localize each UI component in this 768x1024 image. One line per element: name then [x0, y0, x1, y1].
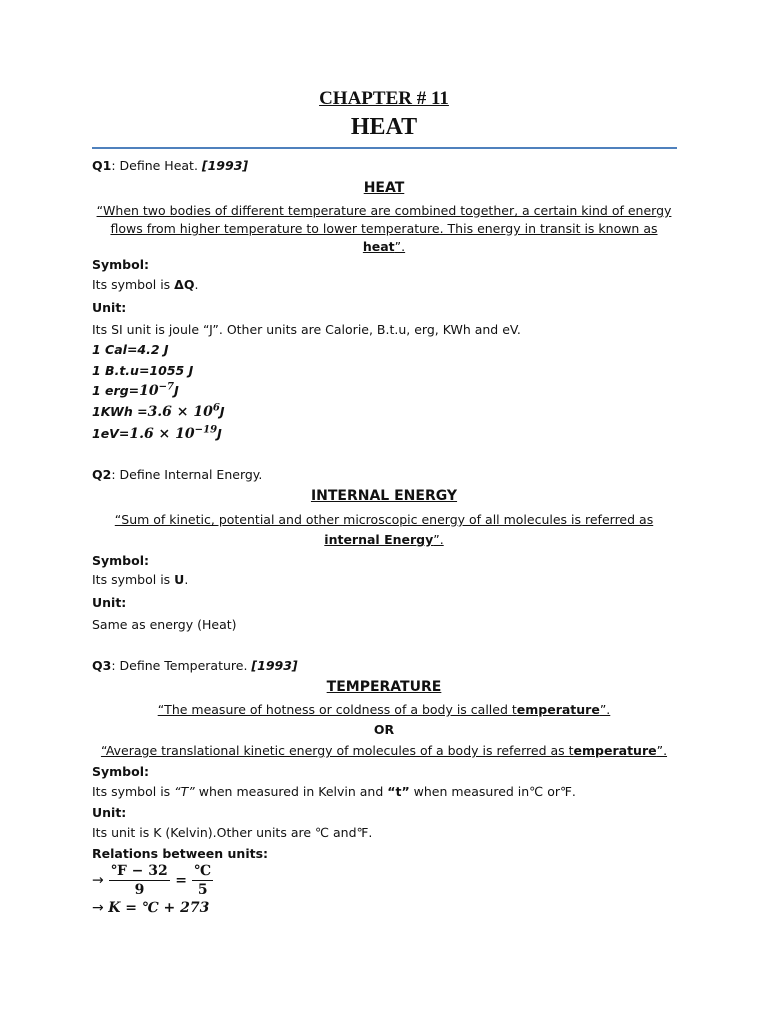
symbol-line — [92, 277, 198, 292]
question-2 — [92, 467, 262, 482]
or-separator: OR — [373, 722, 395, 737]
definition-term: heat — [362, 239, 395, 254]
question-text: : Define Temperature. — [111, 658, 252, 673]
unit-text: Its unit is K (Kelvin).Other units are ℃ and℉. — [92, 825, 373, 840]
symbol-celsius: “t” — [387, 784, 410, 799]
question-label: Q1 — [92, 158, 112, 173]
header-divider — [92, 147, 677, 149]
conversion-ev — [92, 426, 222, 442]
symbol-text: Its symbol is — [92, 277, 175, 292]
question-3 — [92, 658, 298, 673]
symbol-line: Its symbol is “T” when measured in Kelvin and “t” when measured in℃ or℉. — [92, 784, 576, 799]
symbol-end: . — [184, 572, 189, 587]
definition-line: “Average translational kinetic energy of molecules of a body is referred as temperature”. — [100, 743, 668, 758]
definition-term: internal Energy — [324, 532, 434, 547]
arrow-icon: → — [92, 900, 104, 916]
chapter-number: CHAPTER # 11 — [319, 88, 449, 109]
question-year: [1993] — [251, 658, 298, 673]
conversion-cal: 1 Cal=4.2 J — [92, 342, 169, 357]
definition-close: ”. — [433, 532, 444, 547]
question-label: Q3 — [92, 658, 112, 673]
definition-line — [0, 239, 768, 254]
fraction-celsius: $\frac{℃}{5}$ — [194, 863, 212, 898]
conversion-prefix: 1 erg= — [92, 383, 140, 398]
symbol-line — [92, 572, 188, 587]
definition-term: emperature — [516, 702, 600, 717]
relation-fahrenheit-celsius — [92, 862, 214, 899]
definition-line — [0, 532, 768, 547]
conversion-unit: J — [217, 426, 222, 441]
unit-label: Unit: — [92, 300, 127, 315]
question-1 — [92, 158, 248, 173]
conversion-btu: 1 B.t.u=1055 J — [92, 363, 194, 378]
definition-line: “When two bodies of different temperature are combined together, a certain kind of energy — [96, 203, 672, 218]
symbol-label: Symbol: — [92, 257, 149, 272]
question-text: : Define Heat. — [111, 158, 202, 173]
definition-line: “The measure of hotness or coldness of a body is called temperature”. — [157, 702, 611, 717]
unit-label: Unit: — [92, 595, 127, 610]
section-heading-heat: HEAT — [363, 180, 405, 196]
symbol-label: Symbol: — [92, 553, 149, 568]
symbol-label: Symbol: — [92, 764, 149, 779]
symbol-end: . — [194, 277, 199, 292]
symbol-kelvin: “T” — [174, 784, 195, 799]
unit-label: Unit: — [92, 805, 127, 820]
relation-kelvin-celsius — [92, 900, 209, 916]
fraction-fahrenheit: $\frac{℉ - 32}{9}$ — [111, 863, 168, 898]
symbol-text: Its symbol is — [92, 572, 175, 587]
conversion-prefix: 1KWh = — [92, 404, 148, 419]
definition-term: emperature — [573, 743, 657, 758]
question-text: : Define Internal Energy. — [111, 467, 263, 482]
conversion-erg — [92, 383, 179, 399]
section-heading-temperature: TEMPERATURE — [326, 679, 442, 695]
symbol-value: U — [174, 572, 185, 587]
conversion-value: $1.6 \times 10^{-19}$ — [129, 424, 218, 442]
unit-text: Its SI unit is joule “J”. Other units are Calorie, B.t.u, erg, KWh and eV. — [92, 322, 521, 337]
question-year: [1993] — [201, 158, 249, 173]
unit-text: Same as energy (Heat) — [92, 617, 237, 632]
definition-line: flows from higher temperature to lower temperature. This energy in transit is known as — [110, 221, 658, 236]
conversion-prefix: 1eV= — [92, 426, 130, 441]
arrow-icon: → — [92, 872, 104, 889]
conversion-value: $10^{-7}$ — [139, 381, 175, 399]
relations-label: Relations between units: — [92, 846, 269, 861]
kelvin-equation: K = ℃ + 273 — [108, 900, 210, 916]
definition-close: ”. — [394, 239, 406, 254]
equals-sign: = — [175, 872, 187, 889]
symbol-value: ΔQ — [174, 277, 195, 292]
chapter-title: HEAT — [350, 114, 418, 140]
question-label: Q2 — [92, 467, 112, 482]
conversion-kwh — [92, 404, 225, 420]
section-heading-internal-energy: INTERNAL ENERGY — [310, 488, 458, 504]
conversion-unit: J — [219, 404, 225, 419]
definition-line: “Sum of kinetic, potential and other microscopic energy of all molecules is referred as — [114, 512, 654, 527]
conversion-value: $3.6 \times 10^6$ — [147, 402, 220, 420]
conversion-unit: J — [174, 383, 179, 398]
